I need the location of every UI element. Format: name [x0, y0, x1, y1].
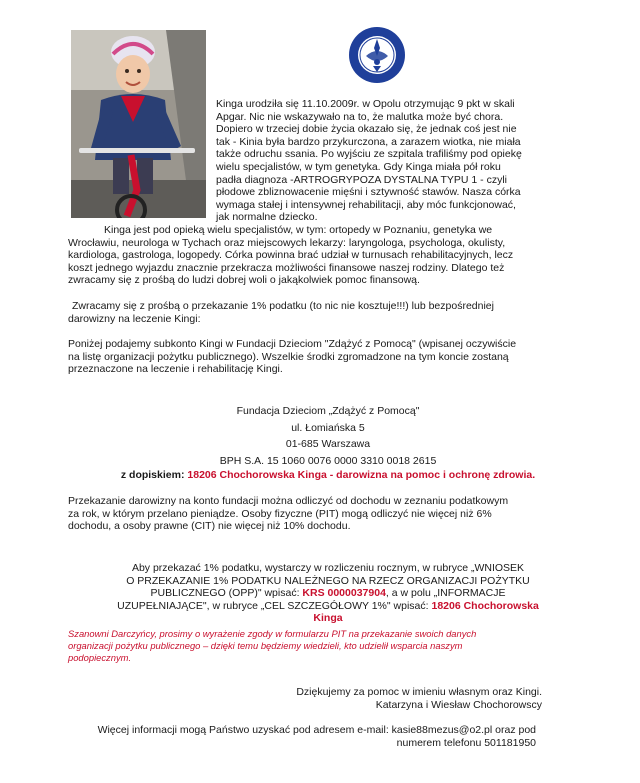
- intro-line: tak - Kinia była bardzo przykurczona, a zarazem wiotka, nie miała: [216, 135, 521, 148]
- subaccount-line: Poniżej podajemy subkonto Kingi w Fundacji Dzieciom "Zdążyć z Pomocą" (wpisanej oczywiście: [68, 338, 517, 350]
- subaccount-line: przeznaczone na leczenie i rehabilitację Kingi.: [68, 363, 283, 376]
- care-line: Wrocławiu, neurologa w Tychach oraz miejscowych lekarzy: laryngologa, psychologa, okulisty,: [68, 236, 506, 249]
- foundation-logo: [348, 26, 406, 84]
- signature-line: Katarzyna i Wiesław Chochorowscy: [375, 698, 542, 711]
- one-percent-text: UZUPEŁNIAJĄCE", w rubryce „CEL SZCZEGÓŁOWY 1%" wpisać:: [117, 599, 429, 612]
- child-photo: [71, 30, 206, 218]
- appeal-line: darowizny na leczenie Kingi:: [68, 312, 201, 325]
- intro-line: padła diagnoza -ARTROGRYPOZA DYSTALNA TYPU 1 - czyli: [216, 173, 508, 186]
- donors-line: organizacji pożytku publicznego – dzięki temu będziemy wiedzieli, kto udzielił wsparcia naszym: [68, 640, 463, 651]
- care-line: koszt jednego wyjazdu znacznie przekracza możliwości finansowe naszej rodziny. Dlatego też: [68, 261, 505, 274]
- intro-line: wielu specjalistów, w tym genetyka. Gdy Kinga miała pół roku: [216, 160, 501, 173]
- tax-paragraph: [68, 495, 508, 533]
- foundation-name: Fundacja Dzieciom „Zdążyć z Pomocą": [236, 405, 420, 417]
- one-percent-text: PUBLICZNEGO (OPP)" wpisać:: [150, 587, 300, 600]
- krs-number: KRS 0000037904: [302, 587, 386, 600]
- intro-line: Kinga urodziła się 11.10.2009r. w Opolu otrzymując 9 pkt w skali: [216, 98, 515, 110]
- intro-paragraph: [216, 98, 522, 224]
- contact-line: Więcej informacji mogą Państwo uzyskać pod adresem e-mail: kasie88mezus@o2.pl oraz pod: [97, 724, 536, 736]
- care-line: Kinga jest pod opieką wielu specjalistów, w tym: ortopedy w Poznaniu, genetyka we: [104, 224, 493, 236]
- foundation-street: ul. Łomiańska 5: [291, 421, 365, 434]
- address-block: [68, 405, 588, 482]
- thanks-block: [296, 686, 542, 711]
- goal-code: 18206 Chochorowska: [431, 599, 539, 612]
- tax-line: za rok, w którym przelano pieniądze. Osoby fizyczne (PIT) mogą odliczyć nie więcej niż 6%: [68, 507, 492, 520]
- transfer-note-value: 18206 Chochorowska Kinga - darowizna na pomoc i ochronę zdrowia.: [187, 469, 536, 482]
- care-line: zwracamy się z prośbą do ludzi dobrej woli o jakąkolwiek pomoc finansową.: [68, 274, 420, 287]
- intro-line: Apgar. Nic nie wskazywało na to, że malutka może być chora.: [216, 110, 504, 123]
- one-percent-text: , a w polu „INFORMACJE: [385, 587, 506, 600]
- one-percent-line: [68, 587, 588, 600]
- intro-line: jak normalne dziecko.: [216, 211, 318, 224]
- intro-line: także odruchu ssania. Po wyjściu ze szpitala trafiliśmy pod opiekę: [216, 148, 522, 161]
- intro-line: płodowe zbliznowacenie mięśni i sztywność stawów. Nasza córka: [216, 186, 521, 199]
- donors-note: [68, 628, 476, 664]
- thanks-line: Dziękujemy za pomoc w imieniu własnym oraz Kingi.: [296, 686, 542, 698]
- tax-line: dochodu, a osoby prawne (CIT) nie więcej niż 10% dochodu.: [68, 520, 351, 533]
- foundation-city: 01-685 Warszawa: [285, 438, 371, 451]
- phone-line: numerem telefonu 501181950: [396, 736, 536, 749]
- appeal-line: Zwracamy się z prośbą o przekazanie 1% podatku (to nic nie kosztuje!!!) lub bezpośredniej: [72, 300, 494, 312]
- child-on-bike-image: [71, 30, 206, 218]
- one-percent-line: Aby przekazać 1% podatku, wystarczy w rozliczeniu rocznym, w rubryce „WNIOSEK: [131, 562, 525, 574]
- appeal-paragraph: [68, 300, 494, 325]
- donors-line: Szanowni Darczyńcy, prosimy o wyrażenie zgody w formularzu PIT na przekazanie swoich danych: [68, 628, 477, 639]
- contact-block: [80, 724, 536, 749]
- transfer-note-prefix: z dopiskiem:: [120, 469, 185, 482]
- intro-line: wymaga stałej i intensywnej rehabilitacji, aby móc funkcjonować,: [216, 198, 516, 211]
- one-percent-line: [68, 600, 588, 613]
- one-percent-line: O PRZEKAZANIE 1% PODATKU NALEŻNEGO NA RZECZ ORGANIZACJI POŻYTKU: [126, 574, 530, 587]
- transfer-note: [68, 469, 588, 482]
- care-line: kardiologa, gastrologa, logopedy. Córka powinna brać udział w turnusach rehabilitacyjnych, lecz: [68, 249, 514, 262]
- intro-line: Dopiero w trzeciej dobie życia okazało się, że jednak coś jest nie: [216, 123, 517, 136]
- one-percent-paragraph: [68, 562, 588, 625]
- tax-line: Przekazanie darowizny na konto fundacji można odliczyć od dochodu w zeznaniu podatkowym: [68, 495, 509, 507]
- care-paragraph: [68, 224, 513, 287]
- goal-name: Kinga: [313, 612, 343, 625]
- foundation-logo-icon: [348, 26, 406, 84]
- subaccount-paragraph: [68, 338, 516, 376]
- donors-line: podopiecznym.: [68, 652, 132, 663]
- subaccount-line: na listę organizacji pożytku publicznego). Wszelkie środki zgromadzone na tym koncie zostaną: [68, 350, 509, 363]
- bank-account: BPH S.A. 15 1060 0076 0000 3310 0018 2615: [219, 454, 437, 467]
